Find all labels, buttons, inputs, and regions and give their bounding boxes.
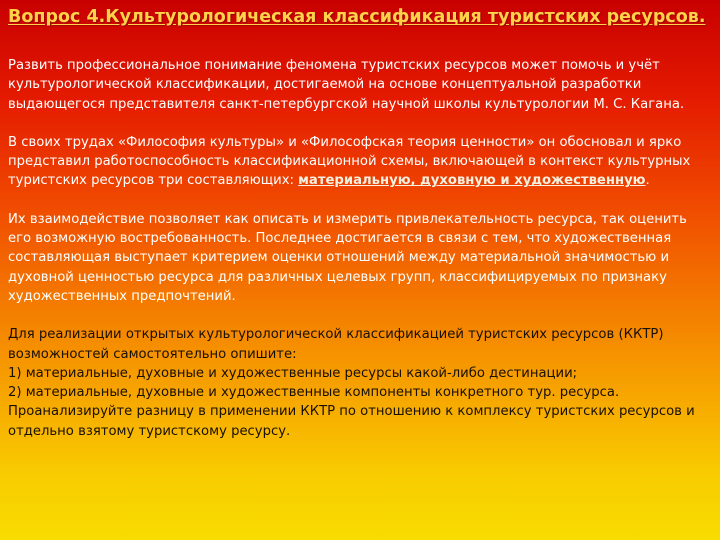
assignment-outro: Проанализируйте разницу в применении ККТР по отношению к комплексу туристских ресурсов и отдельно взятому туристскому ресурсу.: [8, 404, 695, 439]
paragraph-interaction-part1: Их взаимодействие позволяет как описать и измерить привлекательность ресурса, так оценить его возможную востребованность.: [8, 211, 687, 247]
assignment-item-2: 2) материальные, духовные и художественные компоненты конкретного тур. ресурса.: [8, 385, 620, 401]
paragraph-interaction-part2: Последнее достигается в связи с тем, что художественная составляющая выступает критерием оценки отношений между материальной значимостью и духовной ценностью ресурса для различных целевых групп, классифицируемых по признаку художественных предпочтений.: [8, 231, 672, 304]
paragraph-assignment: [8, 325, 714, 441]
assignment-intro: Для реализации открытых культурологической классификацией туристских ресурсов (ККТР) возможностей самостоятельно опишите:: [8, 327, 664, 362]
paragraph-interaction: [8, 210, 714, 306]
slide-title: Вопрос 4.Культурологическая классификация туристских ресурсов.: [8, 7, 706, 27]
paragraph-kagan-text: В своих трудах «Философия культуры» и «Философская теория ценности» он обосновал и ярко представил работоспособность классификационной схемы, включающей в контекст культурных туристских ресурсов три составляющих:: [8, 134, 691, 189]
assignment-item-1: 1) материальные, духовные и художественные ресурсы какой-либо дестинации;: [8, 365, 578, 381]
paragraph-kagan-works: [8, 133, 714, 191]
paragraph-kagan-end: .: [645, 173, 650, 189]
three-components-highlight: материальную, духовную и художественную: [298, 173, 646, 189]
slide-body: [8, 56, 714, 441]
paragraph-intro: Развить профессиональное понимание феномена туристских ресурсов может помочь и учёт культурологической классификации, достигаемой на основе концептуальной разработки выдающегося представителя санкт-петербургской научной школы культурологии М. С. Кагана.: [8, 58, 685, 112]
